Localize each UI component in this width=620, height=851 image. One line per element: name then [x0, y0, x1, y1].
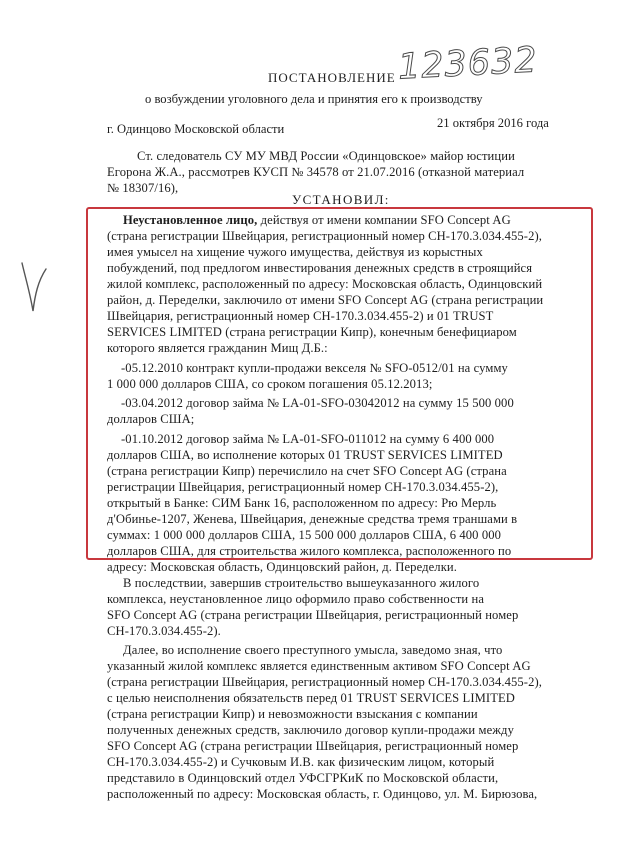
established-line: Швейцария, регистрационный номер CH-170.3.034.455-2) и 01 TRUST [107, 309, 494, 323]
established-line: (страна регистрации Швейцария, регистрационный номер CH-170.3.034.455-2), [107, 229, 543, 243]
after-line: SFO Concept AG (страна регистрации Швейцария, регистрационный номер [107, 608, 519, 622]
established-line: 1 000 000 долларов США, со сроком погашения 05.12.2013; [107, 377, 433, 391]
section-header: УСТАНОВИЛ: [292, 192, 390, 207]
established-line: открытый в Банке: СИМ Банк 16, расположенном по адресу: Рю Мерль [107, 496, 497, 510]
handwritten-check-icon [20, 255, 50, 315]
after-line: полученных денежных средств, заключило договор купли-продажи между [107, 723, 514, 737]
established-line: имея умысел на хищение чужого имущества, действуя из корыстных [107, 245, 483, 259]
intro-line-3: № 18307/16), [107, 181, 179, 195]
established-line-text: действуя от имени компании SFO Concept AG [257, 213, 511, 227]
handwritten-case-number: 123632 [397, 40, 539, 88]
established-line: жилой комплекс, расположенный по адресу: Московская область, Одинцовский [107, 277, 543, 291]
after-line: расположенный по адресу: Московская область, г. Одинцово, ул. М. Бирюзова, [107, 787, 538, 801]
established-line: район, д. Переделки, заключило от имени SFO Concept AG (страна регистрации [107, 293, 544, 307]
established-line [123, 212, 511, 228]
established-line: побуждений, под предлогом инвестирования денежных средств в строящийся [107, 261, 533, 275]
after-line: с целью неисполнения обязательств перед 01 TRUST SERVICES LIMITED [107, 691, 515, 705]
established-line: -05.12.2010 контракт купли-продажи векселя № SFO-0512/01 на сумму [121, 361, 508, 375]
established-lead: Неустановленное лицо, [123, 213, 258, 227]
document-subtitle: о возбуждении уголовного дела и принятия его к производству [145, 92, 483, 106]
after-line: CH-170.3.034.455-2) и Сучковым И.В. как физическим лицом, который [107, 755, 495, 769]
after-line: Далее, во исполнение своего преступного умысла, заведомо зная, что [123, 643, 503, 657]
established-line: (страна регистрации Кипр) перечислило на счет SFO Concept AG (страна [107, 464, 507, 478]
established-line: д'Обинье-1207, Женева, Швейцария, денежные средства тремя траншами в [107, 512, 518, 526]
after-line: В последствии, завершив строительство вышеуказанного жилого [123, 576, 480, 590]
after-line: (страна регистрации Швейцария, регистрационный номер CH-170.3.034.455-2), [107, 675, 543, 689]
established-line: адресу: Московская область, Одинцовский район, д. Переделки. [107, 560, 457, 574]
established-line: регистрации Швейцария, регистрационный номер CH-170.3.034.455-2), [107, 480, 499, 494]
after-line: представило в Одинцовский отдел УФСГРКиК по Московской области, [107, 771, 499, 785]
after-line: указанный жилой комплекс является единственным активом SFO Concept AG [107, 659, 531, 673]
after-line: (страна регистрации Кипр) и невозможности взыскания с компании [107, 707, 478, 721]
established-line: -03.04.2012 договор займа № LA-01-SFO-03042012 на сумму 15 500 000 [121, 396, 514, 410]
established-line: суммах: 1 000 000 долларов США, 15 500 000 долларов США, 6 400 000 [107, 528, 502, 542]
established-line: -01.10.2012 договор займа № LA-01-SFO-011012 на сумму 6 400 000 [121, 432, 495, 446]
intro-line-2: Егорона Ж.А., рассмотрев КУСП № 34578 от 21.07.2016 (отказной материал [107, 165, 525, 179]
established-line: долларов США; [107, 412, 195, 426]
established-line: долларов США, во исполнение которых 01 TRUST SERVICES LIMITED [107, 448, 503, 462]
after-line: SFO Concept AG (страна регистрации Швейцария, регистрационный номер [107, 739, 519, 753]
after-line: комплекса, неустановленное лицо оформило право собственности на [107, 592, 485, 606]
intro-line-1: Ст. следователь СУ МУ МВД России «Одинцовское» майор юстиции [137, 149, 515, 163]
established-line: которого является гражданин Мищ Д.Б.: [107, 341, 328, 355]
document-place: г. Одинцово Московской области [107, 122, 285, 136]
document-date: 21 октября 2016 года [437, 116, 549, 130]
established-line: SERVICES LIMITED (страна регистрации Кипр), конечным бенефициаром [107, 325, 517, 339]
established-line: долларов США, для строительства жилого комплекса, расположенного по [107, 544, 512, 558]
document-title: ПОСТАНОВЛЕНИЕ [268, 70, 396, 85]
after-line: CH-170.3.034.455-2). [107, 624, 221, 638]
